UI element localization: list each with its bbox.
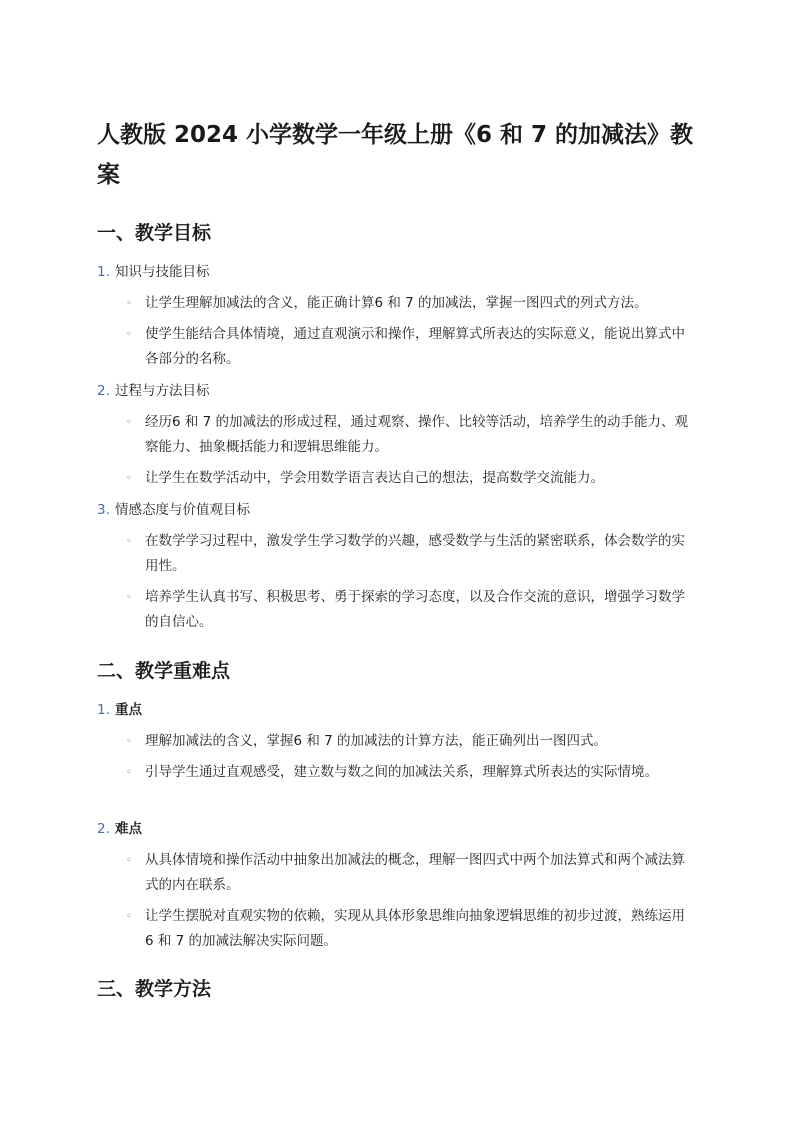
list-item-difficult-points bbox=[97, 819, 142, 839]
document-title: 人教版 2024 小学数学一年级上册《6 和 7 的加减法》教案 bbox=[97, 122, 694, 188]
list-item bbox=[126, 291, 696, 316]
list-item bbox=[126, 848, 696, 898]
list-number: 1. bbox=[97, 702, 110, 718]
list-item bbox=[126, 466, 696, 491]
bullet-text: 让学生在数学活动中，学会用数学语言表达自己的想法，提高数学交流能力。 bbox=[145, 470, 604, 486]
list-item bbox=[126, 904, 696, 954]
bullet-text: 理解加减法的含义，掌握6 和 7 的加减法的计算方法，能正确列出一图四式。 bbox=[145, 733, 608, 749]
list-item bbox=[126, 410, 696, 460]
list-number: 2. bbox=[97, 821, 110, 837]
section-heading-objectives: 一、教学目标 bbox=[97, 222, 212, 244]
bullet-text: 经历6 和 7 的加减法的形成过程，通过观察、操作、比较等活动，培养学生的动手能力、观察能力、抽象概括能力和逻辑思维能力。 bbox=[145, 414, 689, 455]
section-heading-key-difficult-points: 二、教学重难点 bbox=[97, 660, 231, 682]
hollow-circle-bullet-icon: ◦ bbox=[126, 911, 132, 922]
section-heading-teaching-methods: 三、教学方法 bbox=[97, 978, 212, 1000]
list-item-key-points bbox=[97, 700, 142, 720]
list-item bbox=[126, 585, 696, 635]
list-number: 3. bbox=[97, 502, 110, 518]
list-item bbox=[126, 529, 696, 579]
bullet-text: 在数学学习过程中，激发学生学习数学的兴趣，感受数学与生活的紧密联系，体会数学的实用性。 bbox=[145, 533, 685, 574]
hollow-circle-bullet-icon: ◦ bbox=[126, 855, 132, 866]
hollow-circle-bullet-icon: ◦ bbox=[126, 473, 132, 484]
bullet-text: 让学生理解加减法的含义，能正确计算6 和 7 的加减法，掌握一图四式的列式方法。 bbox=[145, 295, 648, 311]
hollow-circle-bullet-icon: ◦ bbox=[126, 536, 132, 547]
list-item-label: 知识与技能目标 bbox=[115, 264, 210, 280]
bullet-text: 培养学生认真书写、积极思考、勇于探索的学习态度，以及合作交流的意识，增强学习数学的自信心。 bbox=[145, 589, 685, 630]
list-item-label: 重点 bbox=[115, 702, 142, 718]
list-item-knowledge-skills bbox=[97, 262, 210, 282]
hollow-circle-bullet-icon: ◦ bbox=[126, 592, 132, 603]
hollow-circle-bullet-icon: ◦ bbox=[126, 417, 132, 428]
list-item-label: 难点 bbox=[115, 821, 142, 837]
list-item-emotion-values bbox=[97, 500, 250, 520]
hollow-circle-bullet-icon: ◦ bbox=[126, 298, 132, 309]
list-item-process-methods bbox=[97, 381, 210, 401]
bullet-text: 引导学生通过直观感受，建立数与数之间的加减法关系，理解算式所表达的实际情境。 bbox=[145, 764, 658, 780]
list-item bbox=[126, 322, 696, 372]
bullet-text: 使学生能结合具体情境，通过直观演示和操作，理解算式所表达的实际意义，能说出算式中各部分的名称。 bbox=[145, 326, 685, 367]
hollow-circle-bullet-icon: ◦ bbox=[126, 329, 132, 340]
list-item bbox=[126, 729, 696, 754]
list-number: 2. bbox=[97, 383, 110, 399]
list-item-label: 情感态度与价值观目标 bbox=[115, 502, 250, 518]
bullet-text: 让学生摆脱对直观实物的依赖，实现从具体形象思维向抽象逻辑思维的初步过渡，熟练运用 6 和 7 的加减法解决实际问题。 bbox=[145, 908, 685, 949]
list-number: 1. bbox=[97, 264, 110, 280]
bullet-text: 从具体情境和操作活动中抽象出加减法的概念，理解一图四式中两个加法算式和两个减法算式的内在联系。 bbox=[145, 852, 685, 893]
list-item-label: 过程与方法目标 bbox=[115, 383, 210, 399]
hollow-circle-bullet-icon: ◦ bbox=[126, 767, 132, 778]
hollow-circle-bullet-icon: ◦ bbox=[126, 736, 132, 747]
list-item bbox=[126, 760, 696, 785]
